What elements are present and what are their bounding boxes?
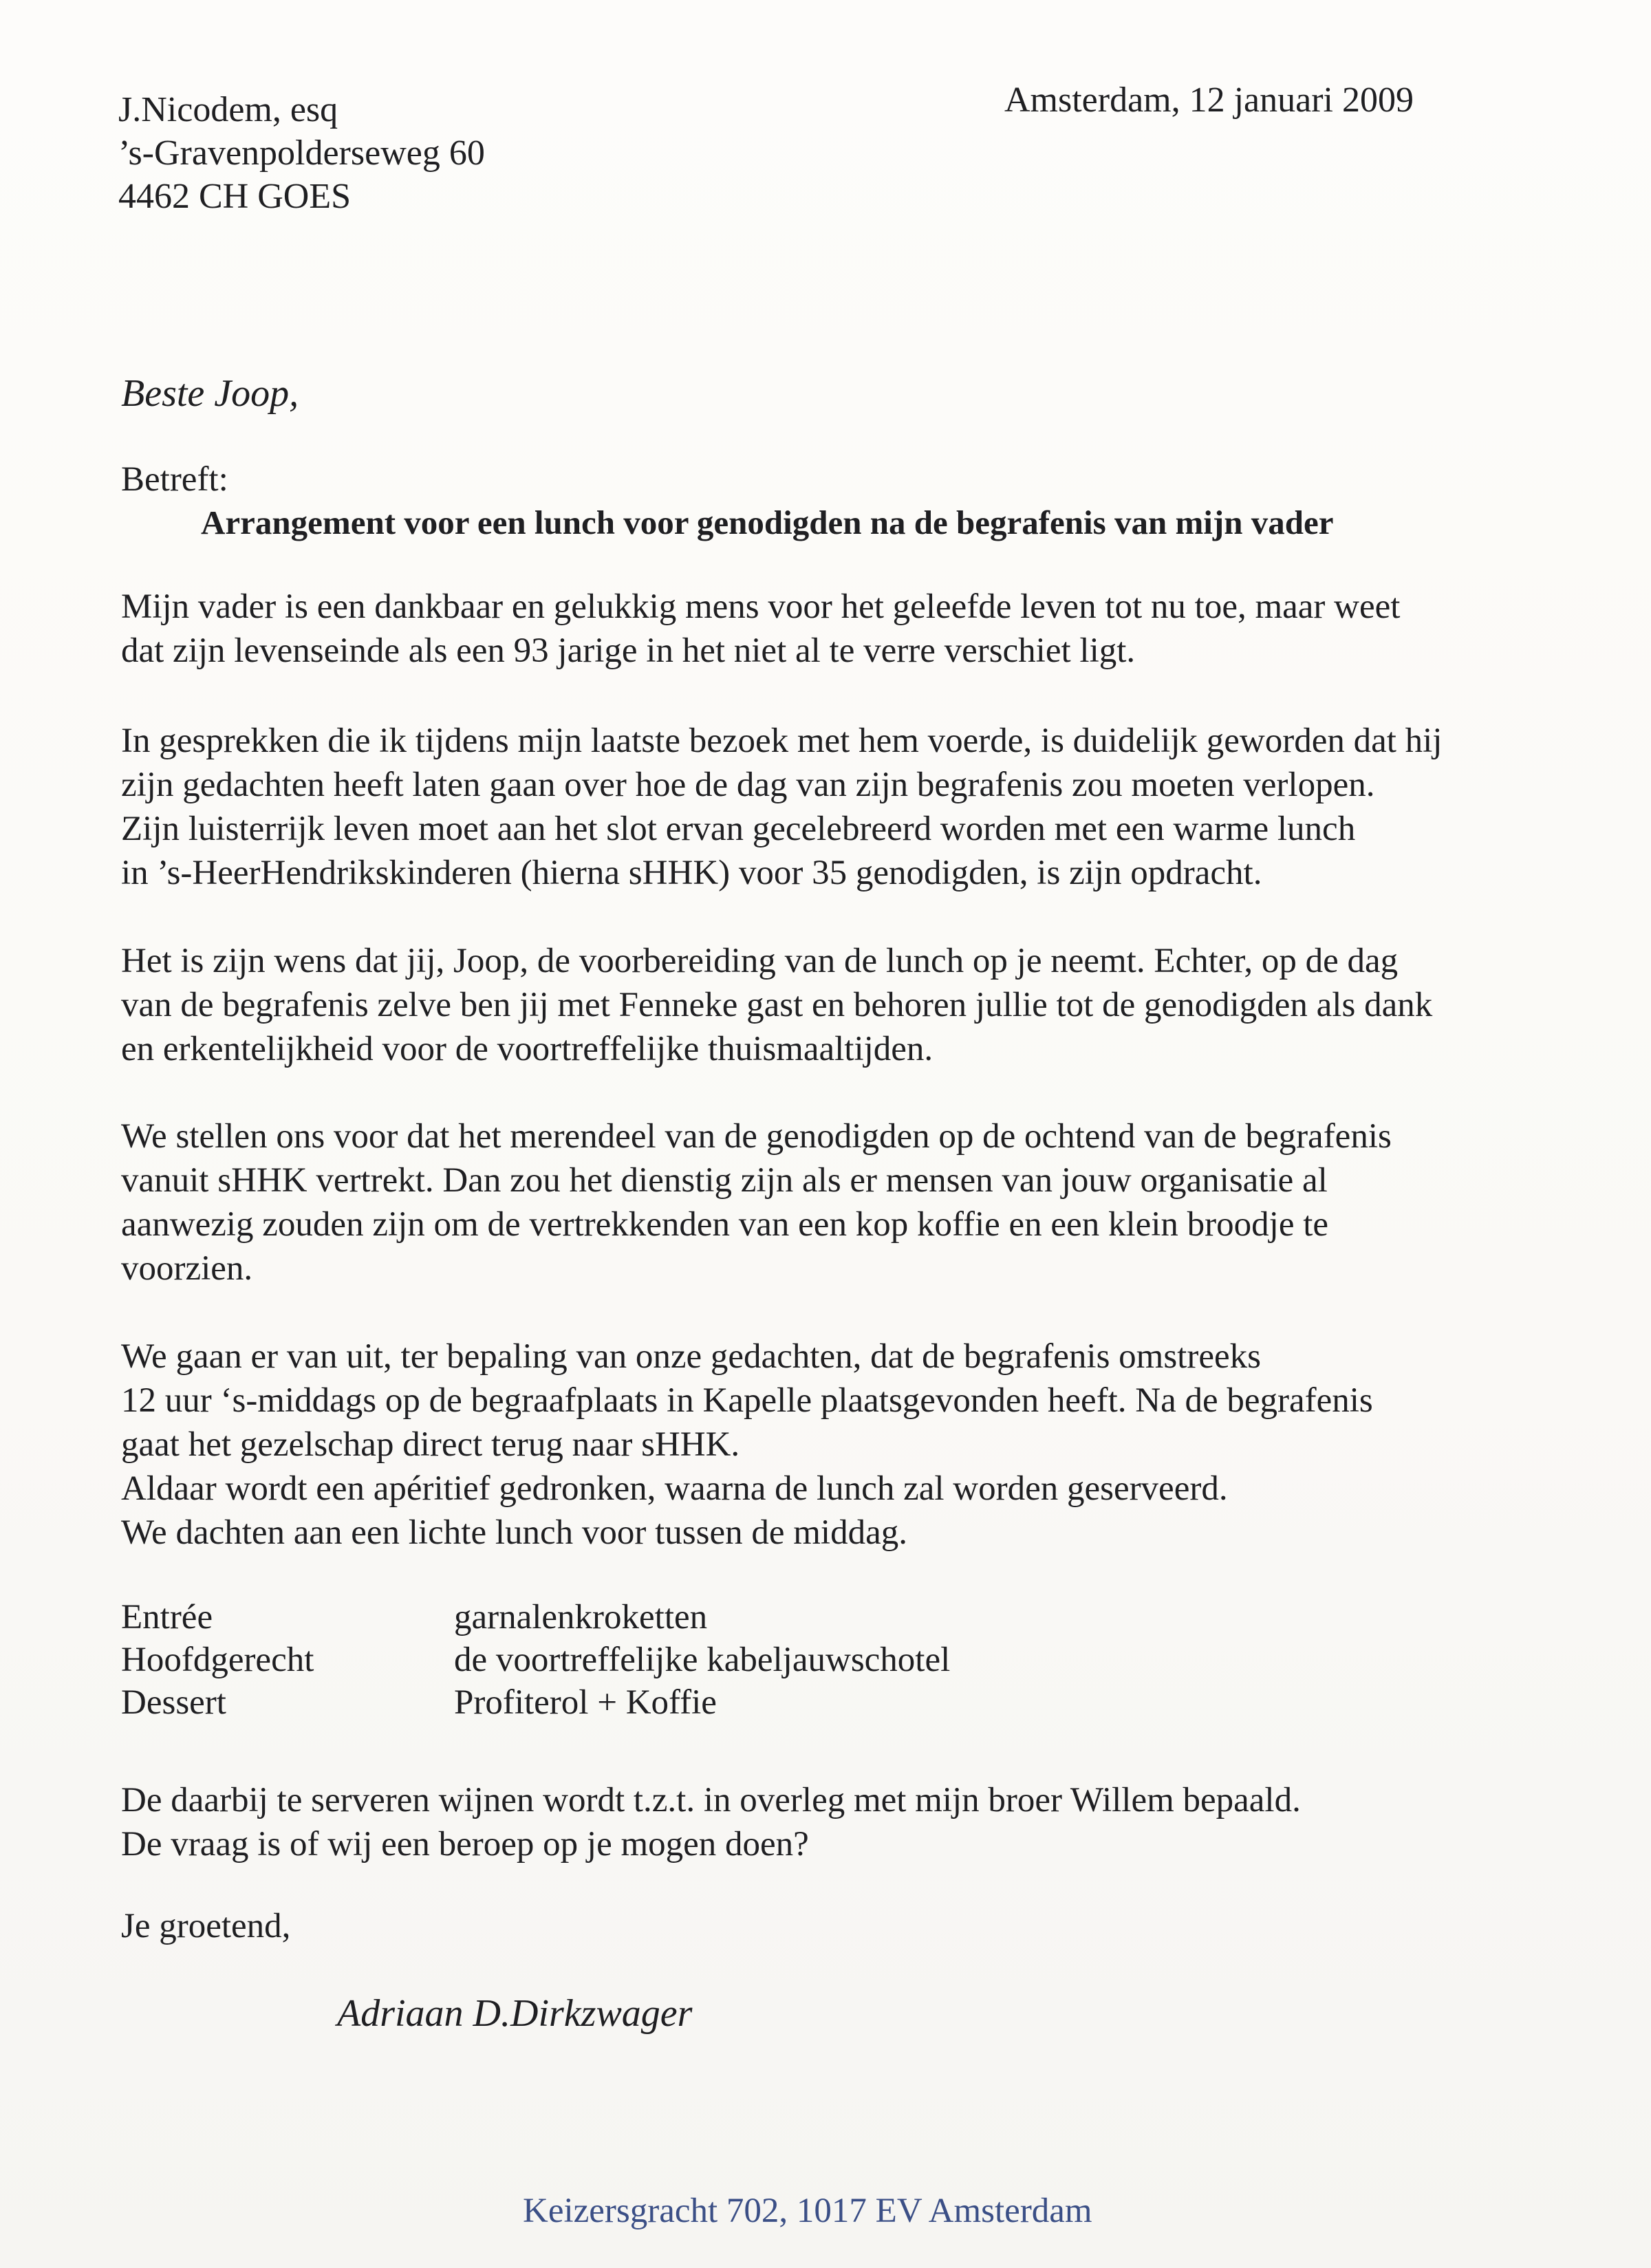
letter-date: Amsterdam, 12 januari 2009	[1004, 80, 1414, 120]
menu-dish: Profiterol + Koffie	[454, 1683, 717, 1722]
menu-list	[0, 1596, 1651, 1727]
closing-paragraph	[121, 1778, 1301, 1866]
paragraph-2	[121, 719, 1442, 895]
greeting: Je groetend,	[121, 1907, 291, 1945]
paragraph-line: Mijn vader is een dankbaar en gelukkig mens voor het geleefde leven tot nu toe, maar weet	[121, 587, 1401, 626]
subject-title: Arrangement voor een lunch voor genodigden na de begrafenis van mijn vader	[201, 504, 1334, 541]
paragraph-line: We dachten aan een lichte lunch voor tussen de middag.	[121, 1513, 907, 1552]
paragraph-line: aanwezig zouden zijn om de vertrekkenden van een kop koffie en een klein broodje te	[121, 1205, 1329, 1244]
salutation: Beste Joop,	[121, 372, 299, 415]
footer-address: Keizersgracht 702, 1017 EV Amsterdam	[523, 2192, 1092, 2230]
menu-dish: garnalenkroketten	[454, 1598, 708, 1637]
paragraph-line: in ’s-HeerHendrikskinderen (hierna sHHK) voor 35 genodigden, is zijn opdracht.	[121, 854, 1262, 892]
subject-label: Betreft:	[121, 460, 228, 499]
paragraph-line: Aldaar wordt een apéritief gedronken, waarna de lunch zal worden geserveerd.	[121, 1469, 1228, 1508]
closing-line: De daarbij te serveren wijnen wordt t.z.t. in overleg met mijn broer Willem bepaald.	[121, 1781, 1301, 1819]
paragraph-line: dat zijn levenseinde als een 93 jarige in het niet al te verre verschiet ligt.	[121, 631, 1136, 670]
paragraph-line: 12 uur ‘s-middags op de begraafplaats in Kapelle plaatsgevonden heeft. Na de begrafenis	[121, 1381, 1373, 1420]
menu-row	[0, 1596, 1651, 1639]
paragraph-1	[121, 585, 1400, 673]
sender-address	[118, 88, 485, 218]
paragraph-line: In gesprekken die ik tijdens mijn laatste bezoek met hem voerde, is duidelijk geworden dat hij	[121, 722, 1443, 760]
sender-name: J.Nicodem, esq	[118, 90, 338, 129]
paragraph-3	[121, 939, 1432, 1071]
menu-course: Hoofdgerecht	[121, 1641, 314, 1679]
paragraph-line: Het is zijn wens dat jij, Joop, de voorbereiding van de lunch op je neemt. Echter, op de dag	[121, 942, 1399, 980]
menu-row	[0, 1681, 1651, 1724]
paragraph-line: gaat het gezelschap direct terug naar sHHK.	[121, 1425, 740, 1464]
signature: Adriaan D.Dirkzwager	[337, 1992, 693, 2035]
paragraph-line: van de begrafenis zelve ben jij met Fenneke gast en behoren jullie tot de genodigden als dank	[121, 986, 1433, 1024]
sender-street: ’s-Gravenpolderseweg 60	[118, 133, 485, 173]
paragraph-line: en erkentelijkheid voor de voortreffelijke thuismaaltijden.	[121, 1030, 934, 1068]
paragraph-5	[121, 1335, 1373, 1555]
paragraph-line: We gaan er van uit, ter bepaling van onze gedachten, dat de begrafenis omstreeks	[121, 1337, 1261, 1376]
paragraph-line: Zijn luisterrijk leven moet aan het slot ervan gecelebreerd worden met een warme lunch	[121, 810, 1356, 848]
closing-line: De vraag is of wij een beroep op je mogen doen?	[121, 1825, 809, 1864]
paragraph-line: vanuit sHHK vertrekt. Dan zou het dienstig zijn als er mensen van jouw organisatie al	[121, 1161, 1328, 1200]
paragraph-line: zijn gedachten heeft laten gaan over hoe de dag van zijn begrafenis zou moeten verlopen.	[121, 766, 1375, 804]
menu-course: Dessert	[121, 1683, 226, 1722]
menu-dish: de voortreffelijke kabeljauwschotel	[454, 1641, 951, 1679]
paragraph-line: We stellen ons voor dat het merendeel van de genodigden op de ochtend van de begrafenis	[121, 1117, 1392, 1156]
paragraph-line: voorzien.	[121, 1249, 253, 1288]
menu-course: Entrée	[121, 1598, 213, 1637]
sender-city: 4462 CH GOES	[118, 177, 352, 216]
paragraph-4	[121, 1114, 1392, 1290]
menu-row	[0, 1639, 1651, 1681]
